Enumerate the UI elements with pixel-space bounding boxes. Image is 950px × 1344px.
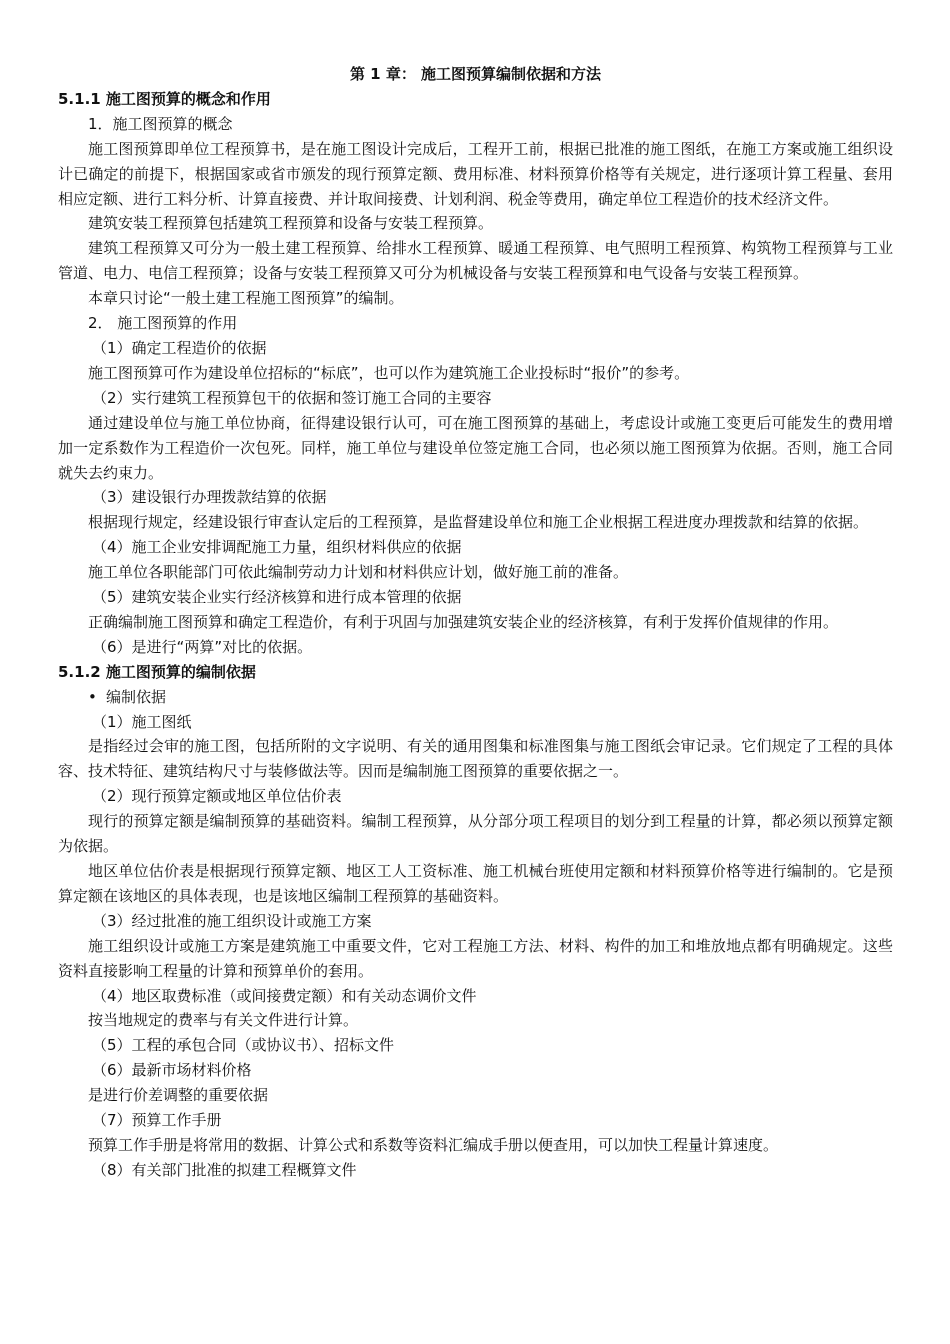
paragraph: 现行的预算定额是编制预算的基础资料。编制工程预算，从分部分项工程项目的划分到工程量的计算，都必须以预算定额为依据。	[58, 812, 893, 856]
paragraph: 建筑安装工程预算包括建筑工程预算和设备与安装工程预算。	[88, 214, 494, 233]
list-item: （4）地区取费标准（或间接费定额）和有关动态调价文件	[92, 986, 477, 1005]
subheading: 1．施工图预算的概念	[88, 114, 233, 133]
bullet-item	[58, 685, 893, 710]
list-item: （6）是进行“两算”对比的依据。	[92, 637, 313, 656]
list-item: （5）建筑安装企业实行经济核算和进行成本管理的依据	[92, 588, 462, 607]
section-heading-5-1-1: 5.1.1 施工图预算的概念和作用	[58, 89, 271, 108]
list-item: （7）预算工作手册	[92, 1111, 222, 1130]
chapter-title: 第 1 章： 施工图预算编制依据和方法	[349, 65, 602, 83]
list-item: （3）建设银行办理拨款结算的依据	[92, 488, 327, 507]
paragraph: 施工单位各职能部门可依此编制劳动力计划和材料供应计划，做好施工前的准备。	[88, 563, 629, 582]
paragraph: 施工图预算即单位工程预算书，是在施工图设计完成后，工程开工前，根据已批准的施工图纸，在施工方案或施工组织设计已确定的前提下，根据国家或省市颁发的现行预算定额、费用标准、材料预算价格等有关规定，进行逐项计算工程量、套用相应定额、进行工料分析、计算直接费、并计取间接费、计划利润、税金等费用，确定单位工程造价的技术经济文件。	[58, 139, 893, 208]
list-item: （3）经过批准的施工组织设计或施工方案	[92, 911, 372, 930]
paragraph: 预算工作手册是将常用的数据、计算公式和系数等资料汇编成手册以便查用，可以加快工程量计算速度。	[88, 1135, 779, 1154]
list-item: （1）确定工程造价的依据	[92, 338, 267, 357]
paragraph: 施工组织设计或施工方案是建筑施工中重要文件，它对工程施工方法、材料、构件的加工和堆放地点都有明确规定。这些资料直接影响工程量的计算和预算单价的套用。	[58, 936, 893, 980]
paragraph: 根据现行规定，经建设银行审查认定后的工程预算，是监督建设单位和施工企业根据工程进度办理拨款和结算的依据。	[88, 513, 869, 532]
paragraph: 按当地规定的费率与有关文件进行计算。	[88, 1011, 359, 1030]
paragraph: 是进行价差调整的重要依据	[88, 1086, 269, 1105]
paragraph: 本章只讨论“一般土建工程施工图预算”的编制。	[88, 289, 404, 308]
paragraph: 是指经过会审的施工图，包括所附的文字说明、有关的通用图集和标准图集与施工图纸会审记录。它们规定了工程的具体容、技术特征、建筑结构尺寸与装修做法等。因而是编制施工图预算的重要依据之一。	[58, 737, 893, 781]
paragraph: 施工图预算可作为建设单位招标的“标底”，也可以作为建筑施工企业投标时“报价”的参考。	[88, 363, 690, 382]
list-item: （2）实行建筑工程预算包干的依据和签订施工合同的主要容	[92, 388, 492, 407]
list-item: （1）施工图纸	[92, 712, 192, 731]
bullet-label: 编制依据	[106, 687, 167, 706]
paragraph: 建筑工程预算又可分为一般土建工程预算、给排水工程预算、暖通工程预算、电气照明工程预算、构筑物工程预算与工业管道、电力、电信工程预算；设备与安装工程预算又可分为机械设备与安装工程预算和电气设备与安装工程预算。	[58, 239, 893, 283]
subheading: 2． 施工图预算的作用	[88, 314, 238, 333]
section-heading-5-1-2: 5.1.2 施工图预算的编制依据	[58, 662, 256, 681]
paragraph: 地区单位估价表是根据现行预算定额、地区工人工资标准、施工机械台班使用定额和材料预算价格等进行编制的。它是预算定额在该地区的具体表现，也是该地区编制工程预算的基础资料。	[58, 862, 893, 905]
document-page	[58, 62, 893, 1183]
list-item: （4）施工企业安排调配施工力量，组织材料供应的依据	[92, 538, 462, 557]
list-item: （8）有关部门批准的拟建工程概算文件	[92, 1160, 357, 1179]
paragraph: 正确编制施工图预算和确定工程造价，有利于巩固与加强建筑安装企业的经济核算，有利于发挥价值规律的作用。	[88, 612, 839, 631]
list-item: （2）现行预算定额或地区单位估价表	[92, 787, 342, 806]
list-item: （6）最新市场材料价格	[92, 1061, 252, 1080]
list-item: （5）工程的承包合同（或协议书）、招标文件	[92, 1036, 395, 1055]
paragraph: 通过建设单位与施工单位协商，征得建设银行认可，可在施工图预算的基础上，考虑设计或施工变更后可能发生的费用增加一定系数作为工程造价一次包死。同样，施工单位与建设单位签定施工合同，也必须以施工图预算为依据。否则，施工合同就失去约束力。	[58, 413, 893, 482]
bullet-dot-icon: •	[88, 687, 97, 706]
